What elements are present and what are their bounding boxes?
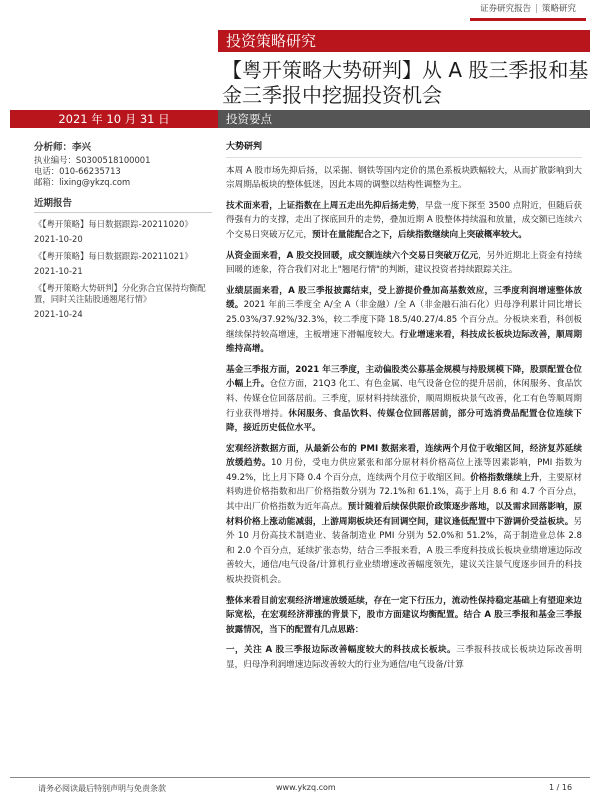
report-type: 证券研究报告 [480, 4, 532, 14]
p5-bold-2: 休闲服务、食品饮料、传媒仓位回落居前，部分可选消费品配置仓位连续下降，接近历史低位水平。 [226, 408, 582, 434]
p6-bold-1: 宏观经济数据方面，从最新公布的 PMI 数据来看，连续两个月位于收缩区间，经济复苏延续放缓趋势。 [226, 443, 582, 469]
report-header-badge [470, 0, 586, 21]
footer-url[interactable]: www.ykzq.com [276, 783, 336, 792]
paragraph-fund [226, 363, 582, 436]
recent-report-date: 2021-10-24 [34, 309, 83, 319]
p6-text-2: ，主要原材料购进价格指数和出厂价格指数分别为 72.1%和 61.1%，高于上月 8.6 和 4.7 个百分点，其中出厂价格指数为近年高点。 [226, 472, 582, 513]
recent-report-date: 2021-10-21 [34, 266, 83, 276]
p7-bold-1: 整体来看目前宏观经济增速放缓延续，存在一定下行压力，流动性保持稳定基础上有望迎来边际宽松，在宏观经济滞涨的背景下，股市方面建议均衡配置。结合 A 股三季报和基金三季报披露情况，当下的配置有几点思路： [226, 595, 582, 635]
p6-text-1: 10 月份，受电力供应紧张和部分原材料价格高位上涨等因素影响，PMI 指数为 49.2%，比上月下降 0.4 个百分点，连续两个月位于收缩区间。 [226, 458, 582, 483]
p8-bold-1: 一，关注 A 股三季报边际改善幅度较大的科技成长板块。 [226, 645, 457, 656]
p2-bold-1: 技术面来看，上证指数在上周五走出先抑后扬走势 [226, 200, 417, 211]
section-label: 投资策略研究 [218, 30, 590, 52]
investment-points-label: 投资要点 [218, 110, 590, 128]
p4-bold-2: 行业增速来看，科技成长板块边际改善，顺周期维持高增。 [226, 329, 582, 355]
p8-text-1: 三季报科技成长板块边际改善明显，归母净利润增速边际改善较大的行业为通信/电气设备/计算 [226, 645, 582, 670]
p5-bold-1: 基金三季报方面，2021 年三季度，主动偏股类公募基金规模与持股规模下降，股票配置仓位小幅上升。 [226, 364, 582, 390]
paragraph-capital [226, 249, 582, 278]
footer-page-number: 1 / 16 [549, 783, 573, 792]
p5-text-1: 仓位方面，21Q3 化工、有色金属、电气设备仓位的提升居前，休闲服务、食品饮料、传媒仓位回落居前。三季度，原材料持续涨价，顺周期板块景气改善，化工有色等顺周期行业获得增持。 [226, 379, 582, 419]
report-body [226, 140, 582, 679]
recent-report-date: 2021-10-20 [34, 234, 83, 244]
paragraph-earnings [226, 284, 582, 357]
p3-text-1: ，另外近期北上资金有持续回暖的迹象，符合我们对北上"翘尾行情"的判断，建议投资者持续跟踪关注。 [226, 250, 582, 276]
paragraph-macro [226, 442, 582, 588]
p6-text-3: 另外 10 月份高技术制造业、装备制造业 PMI 分别为 52.0%和 51.2%，高于制造业总体 2.8 和 2.0 个百分点，延续扩张态势，结合三季报来看，A 股三季度科技成长板块业绩增速边际改善较大，通信/电气设备/计算机行业业绩增速改善幅度领先，建议关注景气度逐步回升的科技板块投资机会。 [226, 516, 582, 586]
analyst-email[interactable]: 邮箱：lixing@ykzq.com [34, 177, 131, 187]
p6-bold-2: 价格指数继续上升 [470, 472, 539, 483]
analyst-name: 分析师：李兴 [34, 142, 92, 153]
p6-bold-3: 预计随着后续保供限价政策逐步落地，以及需求回落影响，原材料价格上涨动能减弱，上游周期板块还有回调空间，建议逢低配置中下游调价受益板块。 [226, 502, 582, 527]
report-category: 策略研究 [541, 4, 576, 14]
p1-text: 本周 A 股市场先抑后扬，以采掘、钢铁等国内定价的黑色系板块跌幅较大，从而扩散影响到大宗周期品板块的整体低迷，因此本周的调整以结构性调整为主。 [226, 165, 582, 191]
report-title: 【粤开策略大势研判】从 A 股三季报和基金三季报中挖掘投资机会 [222, 58, 589, 107]
paragraph-overview [226, 164, 582, 193]
paragraph-summary [226, 594, 582, 638]
sidebar [34, 142, 212, 320]
p4-text-1: 2021 年前三季度全 A/全 A（非金融）/全 A（非金融石油石化）归母净利累计同比增长 25.03%/37.92%/32.3%，较二季度下降 18.5/40.27/4.85 个百分点。分板块来看，科创板继续保持较高增速，主板增速下滑幅度较大。 [226, 300, 582, 340]
recent-report-item[interactable]: 《【粤开策略大势研判】分化弥合宜保持均衡配置，同时关注陆股通翘尾行情》 [34, 283, 206, 304]
paragraph-technical [226, 199, 582, 243]
p2-bold-2: 预计在量能配合之下，后续指数继续向上突破概率较大。 [311, 229, 527, 240]
recent-reports-title: 近期报告 [34, 198, 212, 213]
paragraph-point-one [226, 643, 582, 672]
analyst-cert: 执业编号：S0300518100001 [34, 155, 151, 165]
footer-disclaimer[interactable]: 请务必阅读最后特别声明与免责条款 [38, 784, 166, 793]
p3-bold-1: 从资金面来看，A 股交投回暖，成交额连续六个交易日突破万亿元 [226, 250, 479, 261]
header-separator: | [535, 4, 538, 14]
recent-report-item[interactable]: 《【粤开策略】每日数据跟踪-20211021》 [34, 251, 193, 261]
analyst-phone: 电话：010-66235713 [34, 166, 121, 176]
recent-report-item[interactable]: 《【粤开策略】每日数据跟踪-20211020》 [34, 219, 193, 229]
report-date: 2021 年 10 月 31 日 [10, 110, 218, 128]
body-section-title: 大势研判 [226, 140, 582, 158]
p4-bold-1: 业绩层面来看，A 股三季报披露结束，受上游提价叠加高基数效应，三季度利润增速整体放缓。 [226, 285, 582, 311]
footer-divider [10, 777, 590, 778]
p2-text-1: ，早盘一度下探至 3500 点附近，但随后获得强有力的支撑，走出了探底回升的走势，叠加近期 A 股整体持续温和放量，成交额已连续六个交易日突破万亿元， [226, 200, 582, 240]
